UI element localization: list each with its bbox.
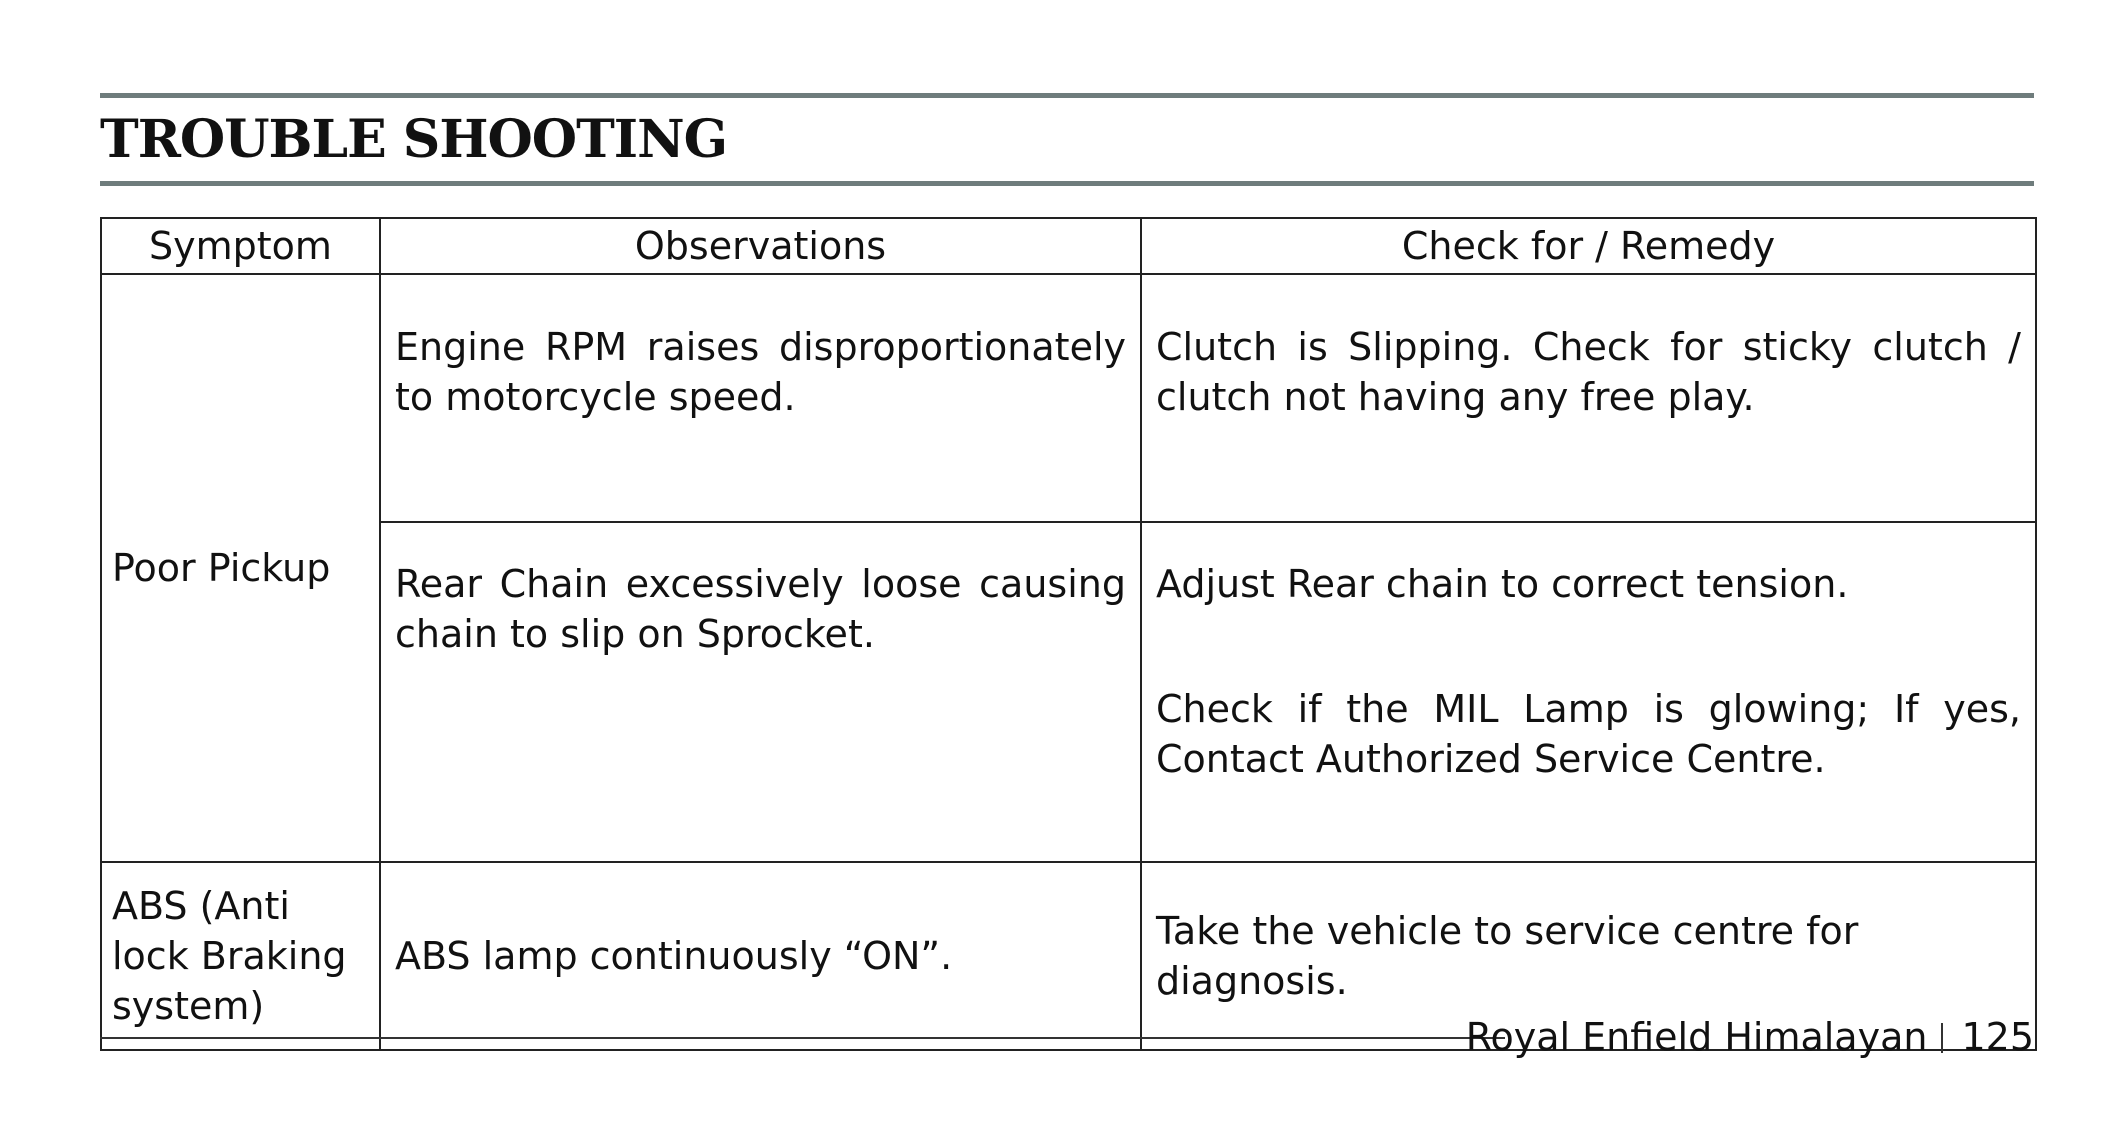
remedy-text: Take the vehicle to service centre for diagnosis. [1156,909,1859,1003]
remedy-cell [1141,522,2036,862]
observation-text: Engine RPM raises disproportionately to motorcycle speed. [395,325,1126,419]
footer-rule [100,1037,1505,1039]
page-title: TROUBLE SHOOTING [100,109,728,170]
observation-cell [380,522,1141,862]
header-remedy: Check for / Remedy [1141,218,2036,274]
page-footer [1466,1012,2034,1062]
observation-text: ABS lamp continuously “ON”. [395,934,953,978]
observation-cell [380,862,1141,1050]
symptom-cell: ABS (Anti lock Braking system) [101,862,380,1050]
troubleshooting-table [100,217,2037,1051]
remedy-text: Adjust Rear chain to correct tension. [1156,562,1849,606]
observation-cell [380,274,1141,522]
footer-brand: Royal Enfield Himalayan [1465,1015,1928,1059]
table-row [101,274,2036,522]
page-number: 125 [1961,1015,2034,1059]
table-row [101,522,2036,862]
symptom-cell: Poor Pickup [101,274,380,862]
footer-separator [1941,1023,1943,1053]
remedy-text: Check if the MIL Lamp is glowing; If yes, Contact Authorized Service Centre. [1156,687,2021,781]
title-rule-top [100,93,2034,98]
title-rule-bottom [100,181,2034,186]
header-observations: Observations [380,218,1141,274]
observation-text: Rear Chain excessively loose causing chain to slip on Sprocket. [395,562,1126,656]
table-header-row [101,218,2036,274]
header-symptom: Symptom [101,218,380,274]
remedy-cell [1141,274,2036,522]
remedy-text: Clutch is Slipping. Check for sticky clutch / clutch not having any free play. [1156,325,2021,419]
